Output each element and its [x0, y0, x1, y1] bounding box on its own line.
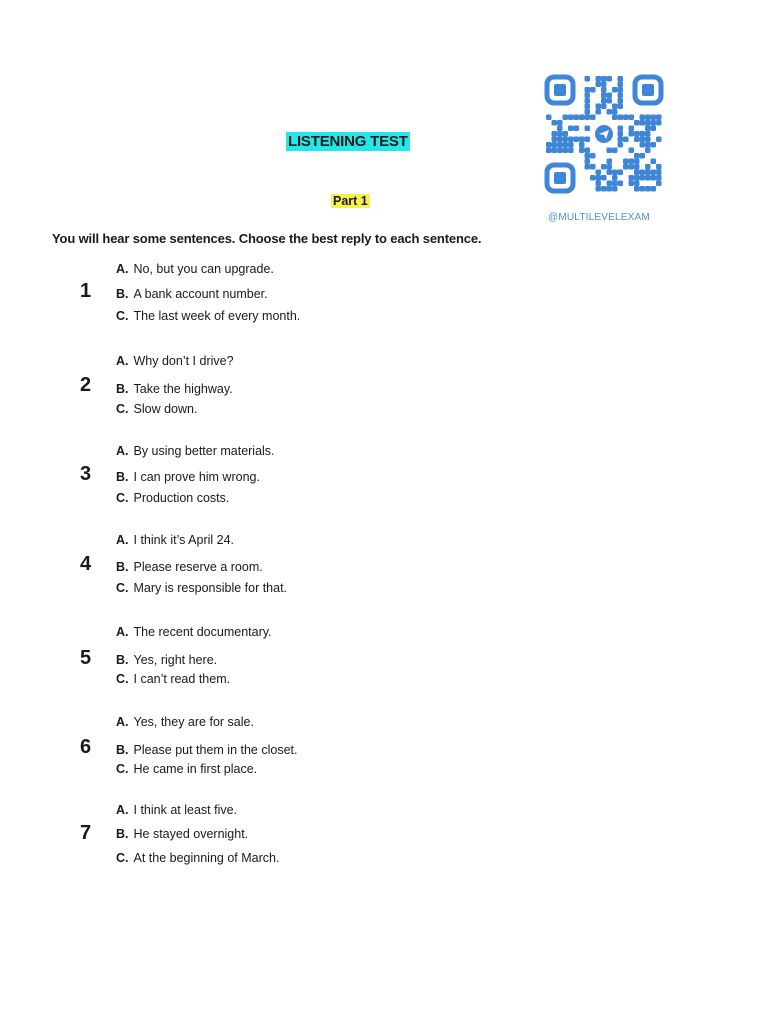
option-text: Take the highway.: [133, 382, 233, 396]
option-letter: B.: [116, 743, 129, 757]
option-letter: C.: [116, 851, 129, 865]
answer-option[interactable]: [116, 653, 217, 667]
option-text: Yes, they are for sale.: [133, 715, 254, 729]
answer-option[interactable]: [116, 444, 275, 458]
option-text: He came in first place.: [133, 762, 258, 776]
option-letter: A.: [116, 533, 129, 547]
answer-option[interactable]: [116, 851, 279, 865]
option-letter: C.: [116, 762, 129, 776]
option-text: Mary is responsible for that.: [133, 581, 288, 595]
option-text: Yes, right here.: [133, 653, 218, 667]
answer-option[interactable]: [116, 762, 257, 776]
page-title: LISTENING TEST: [288, 133, 408, 150]
answer-option[interactable]: [116, 287, 268, 301]
option-text: I can prove him wrong.: [133, 470, 260, 484]
answer-option[interactable]: [116, 262, 274, 276]
answer-option[interactable]: [116, 470, 260, 484]
question-number: 6: [80, 736, 92, 758]
option-text: Slow down.: [133, 402, 198, 416]
option-letter: B.: [116, 382, 129, 396]
answer-option[interactable]: [116, 715, 254, 729]
answer-option[interactable]: [116, 827, 248, 841]
option-text: A bank account number.: [133, 287, 268, 301]
option-letter: C.: [116, 581, 129, 595]
option-letter: A.: [116, 354, 129, 368]
answer-option[interactable]: [116, 354, 234, 368]
answer-option[interactable]: [116, 743, 297, 757]
option-text: I can’t read them.: [133, 672, 231, 686]
option-letter: A.: [116, 444, 129, 458]
option-text: I think it’s April 24.: [133, 533, 235, 547]
question-number: 4: [80, 553, 92, 575]
option-letter: A.: [116, 625, 129, 639]
option-text: Production costs.: [133, 491, 230, 505]
option-letter: B.: [116, 287, 129, 301]
option-text: Why don’t I drive?: [133, 354, 234, 368]
answer-option[interactable]: [116, 533, 234, 547]
option-letter: C.: [116, 672, 129, 686]
answer-option[interactable]: [116, 491, 229, 505]
option-text: No, but you can upgrade.: [133, 262, 274, 276]
question-number: 7: [80, 822, 92, 844]
answer-option[interactable]: [116, 402, 197, 416]
question-number: 2: [80, 374, 92, 396]
social-handle: @MULTILEVELEXAM: [548, 212, 650, 223]
part-label: Part 1: [333, 194, 368, 208]
question-number: 5: [80, 647, 92, 669]
option-letter: B.: [116, 653, 129, 667]
option-text: The recent documentary.: [133, 625, 272, 639]
question-number: 3: [80, 463, 92, 485]
option-letter: B.: [116, 560, 129, 574]
option-letter: C.: [116, 309, 129, 323]
instructions-text: You will hear some sentences. Choose the best reply to each sentence.: [52, 231, 482, 246]
option-text: The last week of every month.: [133, 309, 301, 323]
answer-option[interactable]: [116, 581, 287, 595]
option-letter: A.: [116, 715, 129, 729]
option-letter: A.: [116, 262, 129, 276]
option-letter: C.: [116, 402, 129, 416]
option-text: Please put them in the closet.: [133, 743, 298, 757]
option-letter: B.: [116, 827, 129, 841]
option-text: He stayed overnight.: [133, 827, 249, 841]
option-letter: C.: [116, 491, 129, 505]
option-letter: A.: [116, 803, 129, 817]
option-text: At the beginning of March.: [133, 851, 280, 865]
answer-option[interactable]: [116, 382, 233, 396]
answer-option[interactable]: [116, 672, 230, 686]
answer-option[interactable]: [116, 309, 300, 323]
option-text: Please reserve a room.: [133, 560, 263, 574]
answer-option[interactable]: [116, 560, 263, 574]
option-letter: B.: [116, 470, 129, 484]
answer-option[interactable]: [116, 625, 272, 639]
question-number: 1: [80, 280, 92, 302]
option-text: I think at least five.: [133, 803, 238, 817]
answer-option[interactable]: [116, 803, 237, 817]
option-text: By using better materials.: [133, 444, 275, 458]
